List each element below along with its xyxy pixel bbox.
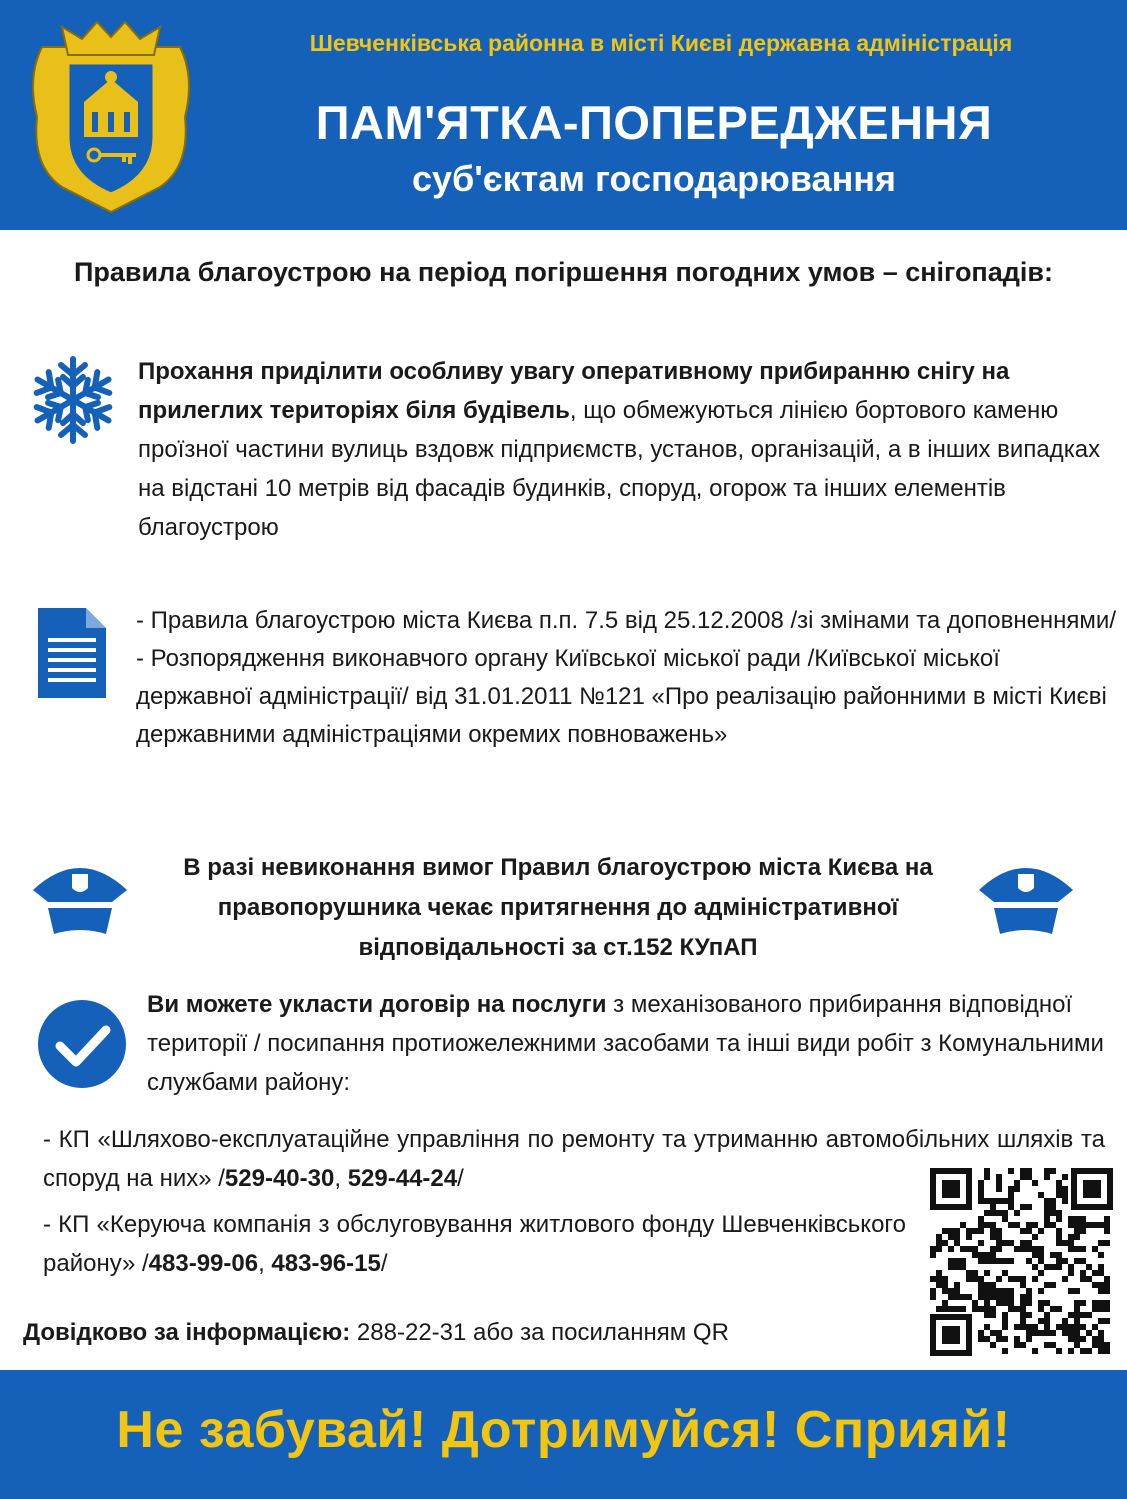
service-1-end: / xyxy=(457,1165,464,1192)
service-2-end: / xyxy=(380,1250,388,1277)
service-1-phone-2: 529-44-24 xyxy=(347,1165,458,1192)
snow-cleaning-text: , що обмежуються лінією бортового каменю проїзної частини вулиць вздовж підприємств, установ, організацій, а в інших випадках на відстані 10 метрів від фасадів будинків, споруд, огорож та інших елементів благоустрою xyxy=(138,397,1101,541)
reference-rules: - Правила благоустрою міста Києва п.п. 7.5 від 25.12.2008 /зі змінами та доповненнями/ xyxy=(136,607,1117,634)
legal-references xyxy=(136,602,1116,754)
page-title: ПАМ'ЯТКА-ПОПЕРЕДЖЕННЯ xyxy=(315,96,993,149)
police-cap-icon xyxy=(976,858,1076,936)
checkmark-icon xyxy=(38,1000,126,1088)
administration-name: Шевченківська районна в місті Києві державна адміністрація xyxy=(309,30,1013,56)
service-1-phone-1: 529-40-30 xyxy=(224,1165,335,1192)
warning-text: В разі невиконання вимог Правил благоустрою міста Києва на правопорушника чекає притягнення до адміністративної відповідальності за ст.152 КУпАП xyxy=(183,854,933,961)
service-2-phone-2: 483-96-15 xyxy=(271,1250,381,1277)
contract-offer xyxy=(147,985,1107,1102)
snow-cleaning-bold: Прохання приділити особливу увагу оперативному прибиранню снігу на прилеглих територіях біля будівель xyxy=(138,358,1010,424)
service-2-separator: , xyxy=(258,1250,272,1277)
snowflake-icon xyxy=(28,355,118,445)
reference-text: 288-22-31 або за посиланням QR xyxy=(350,1319,729,1346)
police-cap-icon xyxy=(30,858,130,936)
coat-of-arms-emblem xyxy=(22,17,200,217)
qr-code[interactable] xyxy=(930,1168,1113,1356)
reference-info xyxy=(23,1313,923,1352)
service-1-name: - КП «Шляхово-експлуатаційне управління по ремонту та утриманню автомобільних шляхів та споруд на них» / xyxy=(43,1126,1105,1192)
slogan: Не забувай! Дотримуйся! Сприяй! xyxy=(116,1401,1011,1459)
service-2-phone-1: 483-99-06 xyxy=(148,1250,259,1277)
contract-text: з механізованого прибирання відповідної території / посипання протиожележними засобами та інші види робіт з Комунальними службами району: xyxy=(147,991,1104,1096)
reference-order: - Розпорядження виконавчого органу Київської міської ради /Київської міської державної адміністрації/ від 31.01.2011 №121 «Про реалізацію районними в місті Києві державними адміністраціями окремих повноважень» xyxy=(136,645,1107,748)
snow-cleaning-request xyxy=(138,352,1113,547)
document-icon xyxy=(38,608,106,698)
section-title: Правила благоустрою на період погіршення погодних умов – снігопадів: xyxy=(73,257,1053,287)
page-subtitle: суб'єктам господарювання xyxy=(411,158,897,199)
service-provider-2 xyxy=(43,1205,906,1283)
service-1-separator: , xyxy=(334,1165,348,1192)
reference-label: Довідково за інформацією: xyxy=(23,1319,351,1346)
contract-bold: Ви можете укласти договір на послуги xyxy=(147,991,607,1018)
service-2-name: - КП «Керуюча компанія з обслуговування житлового фонду Шевченківського району» / xyxy=(43,1211,906,1277)
